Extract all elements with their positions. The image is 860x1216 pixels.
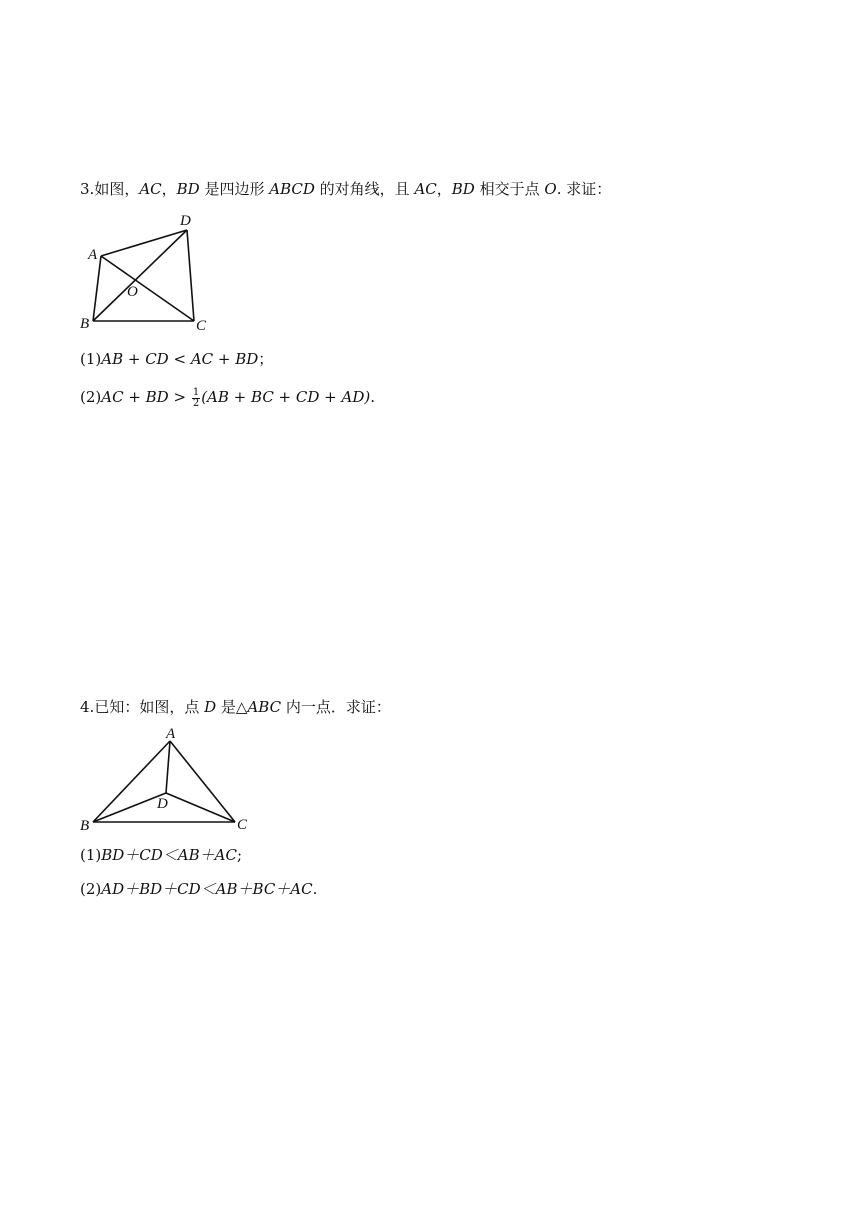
label-a: A: [166, 726, 176, 742]
problem-3-var-bd-2: BD: [451, 180, 475, 198]
problem-3-statement: [80, 179, 611, 199]
problem-4-intro-a: 已知：如图，点: [94, 698, 205, 716]
problem-3-part-2-lhs: AC + BD >: [101, 388, 191, 406]
segment-cd: [166, 793, 235, 822]
problem-3-intro-a: 如图，: [94, 180, 140, 198]
segment-ca: [170, 741, 235, 822]
problem-3-sep: ，: [161, 180, 177, 198]
label-c: C: [237, 817, 248, 833]
label-b: B: [80, 316, 90, 332]
problem-4-intro-b: 是△: [216, 698, 248, 716]
problem-3-var-abcd: ABCD: [269, 180, 315, 198]
problem-4-part-1: [80, 845, 242, 865]
segment-ab: [93, 256, 101, 321]
problem-4-part-2-expr: AD＋BD＋CD＜AB＋BC＋AC: [101, 880, 313, 898]
problem-3-part-1-index: (1): [80, 350, 102, 368]
problem-3-intro-c: 的对角线，且: [314, 180, 415, 198]
segment-cd: [187, 230, 194, 321]
fraction-one-half: [192, 388, 200, 409]
problem-3-var-ac-2: AC: [414, 180, 437, 198]
fraction-numerator: 1: [192, 386, 200, 398]
label-o: O: [127, 284, 138, 300]
problem-3-part-2-end: .: [370, 388, 375, 406]
label-c: C: [196, 318, 207, 334]
problem-3-intro-e: . 求证：: [556, 180, 612, 198]
problem-3-part-1: [80, 349, 273, 369]
problem-3-number: 3.: [80, 180, 95, 198]
problem-4-intro-c: 内一点．求证：: [281, 698, 391, 716]
problem-4-var-d: D: [204, 698, 217, 716]
segment-bd: [93, 793, 166, 822]
problem-4-part-1-end: ;: [236, 846, 243, 864]
problem-3-intro-b: 是四边形: [199, 180, 270, 198]
problem-3-part-2: [80, 387, 375, 409]
problem-4-part-2-end: .: [312, 880, 318, 898]
problem-3-var-bd: BD: [176, 180, 200, 198]
label-b: B: [80, 818, 90, 834]
problem-4-part-1-index: (1): [80, 846, 102, 864]
problem-3-part-1-expr: AB + CD < AC + BD: [101, 350, 259, 368]
diagonal-bd: [93, 230, 187, 321]
problem-3-part-2-rhs: (AB + BC + CD + AD): [201, 388, 371, 406]
problem-3-part-1-end: ；: [258, 350, 274, 368]
segment-ab: [93, 741, 170, 822]
problem-4-part-2-index: (2): [80, 880, 102, 898]
problem-3-sep-2: ，: [436, 180, 452, 198]
problem-4-statement: [80, 697, 391, 717]
problem-3-intro-d: 相交于点: [474, 180, 545, 198]
problem-4-var-abc: ABC: [247, 698, 282, 716]
diagonal-ac: [101, 256, 194, 321]
segment-ad: [166, 741, 170, 793]
fraction-denominator: 2: [192, 397, 200, 409]
label-d: D: [157, 796, 168, 812]
label-a: A: [88, 247, 98, 263]
problem-3-part-2-index: (2): [80, 388, 102, 406]
problem-4-part-2: [80, 879, 317, 899]
problem-4-number: 4.: [80, 698, 95, 716]
problem-3-var-ac: AC: [139, 180, 162, 198]
problem-3-var-o: O: [544, 180, 557, 198]
segment-da: [101, 230, 187, 256]
label-d: D: [180, 213, 191, 229]
problem-4-part-1-expr: BD＋CD＜AB＋AC: [101, 846, 237, 864]
